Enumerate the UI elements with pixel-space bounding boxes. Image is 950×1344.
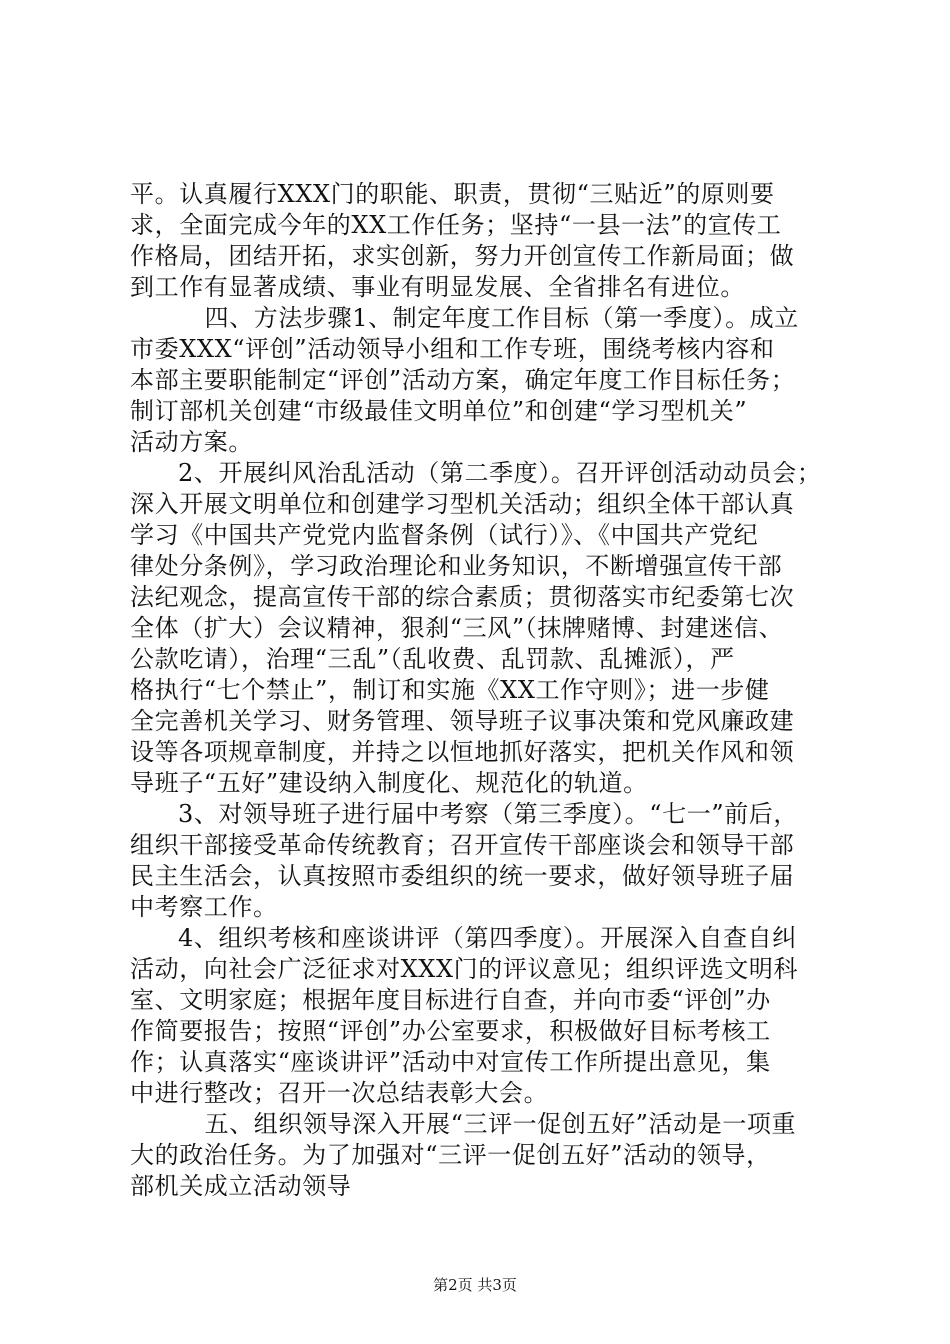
text-line: 作简要报告；按照“评创”办公室要求，积极做好目标考核工 bbox=[130, 1017, 771, 1045]
text-line: 法纪观念，提高宣传干部的综合素质；贯彻落实市纪委第七次 bbox=[130, 583, 795, 611]
text-line: 深入开展文明单位和创建学习型机关活动；组织全体干部认真 bbox=[130, 490, 795, 518]
text-line: 五、组织领导深入开展“三评一促创五好”活动是一项重 bbox=[180, 1110, 797, 1138]
text-line: 民主生活会，认真按照市委组织的统一要求，做好领导班子届 bbox=[130, 862, 795, 890]
text-line: 全体（扩大）会议精神，狠刹“三风”（抹牌赌博、封建迷信、 bbox=[130, 614, 784, 642]
text-line: 市委XXX“评创”活动领导小组和工作专班，围绕考核内容和 bbox=[130, 335, 775, 363]
text-line: 求，全面完成今年的XX工作任务；坚持“一县一法”的宣传工 bbox=[130, 211, 782, 239]
text-line: 作格局，团结开拓，求实创新，努力开创宣传工作新局面；做 bbox=[130, 242, 795, 270]
text-line: 四、方法步骤1、制定年度工作目标（第一季度）。成立 bbox=[180, 304, 799, 332]
text-line: 部机关成立活动领导 bbox=[130, 1172, 352, 1200]
text-line: 平。认真履行XXX门的职能、职责，贯彻“三贴近”的原则要 bbox=[130, 180, 775, 208]
text-line: 大的政治任务。为了加强对“三评一促创五好”活动的领导， bbox=[130, 1141, 771, 1169]
text-line: 格执行“七个禁止”，制订和实施《XX工作守则》；进一步健 bbox=[130, 676, 770, 704]
text-line: 中进行整改；召开一次总结表彰大会。 bbox=[130, 1079, 549, 1107]
text-line: 中考察工作。 bbox=[130, 893, 278, 921]
text-line: 活动方案。 bbox=[130, 428, 253, 456]
text-line: 导班子“五好”建设纳入制度化、规范化的轨道。 bbox=[130, 769, 648, 797]
text-line: 活动，向社会广泛征求对XXX门的评议意见；组织评选文明科 bbox=[130, 955, 799, 983]
text-line: 4、组织考核和座谈讲评（第四季度）。开展深入自查自纠 bbox=[178, 924, 797, 952]
page-footer: 第2页 共3页 bbox=[433, 1276, 517, 1294]
text-line: 律处分条例》，学习政治理论和业务知识，不断增强宣传干部 bbox=[130, 552, 783, 580]
text-line: 本部主要职能制定“评创”活动方案，确定年度工作目标任务； bbox=[130, 366, 796, 394]
text-line: 3、对领导班子进行届中考察（第三季度）。“七一”前后， bbox=[178, 800, 799, 828]
text-line: 设等各项规章制度，并持之以恒地抓好落实，把机关作风和领 bbox=[130, 738, 795, 766]
text-line: 组织干部接受革命传统教育；召开宣传干部座谈会和领导干部 bbox=[130, 831, 795, 859]
text-line: 2、开展纠风治乱活动（第二季度）。召开评创活动动员会； bbox=[178, 459, 822, 487]
text-line: 到工作有显著成绩、事业有明显发展、全省排名有进位。 bbox=[130, 273, 745, 301]
text-line: 全完善机关学习、财务管理、领导班子议事决策和党风廉政建 bbox=[130, 707, 795, 735]
text-line: 室、文明家庭；根据年度目标进行自查，并向市委“评创”办 bbox=[130, 986, 771, 1014]
text-line: 作；认真落实“座谈讲评”活动中对宣传工作所提出意见，集 bbox=[130, 1048, 771, 1076]
text-line: 公款吃请），治理“三乱”（乱收费、乱罚款、乱摊派），严 bbox=[130, 645, 735, 673]
text-line: 学习《中国共产党党内监督条例（试行）》、《中国共产党纪 bbox=[130, 521, 759, 549]
text-line: 制订部机关创建“市级最佳文明单位”和创建“学习型机关” bbox=[130, 397, 748, 425]
